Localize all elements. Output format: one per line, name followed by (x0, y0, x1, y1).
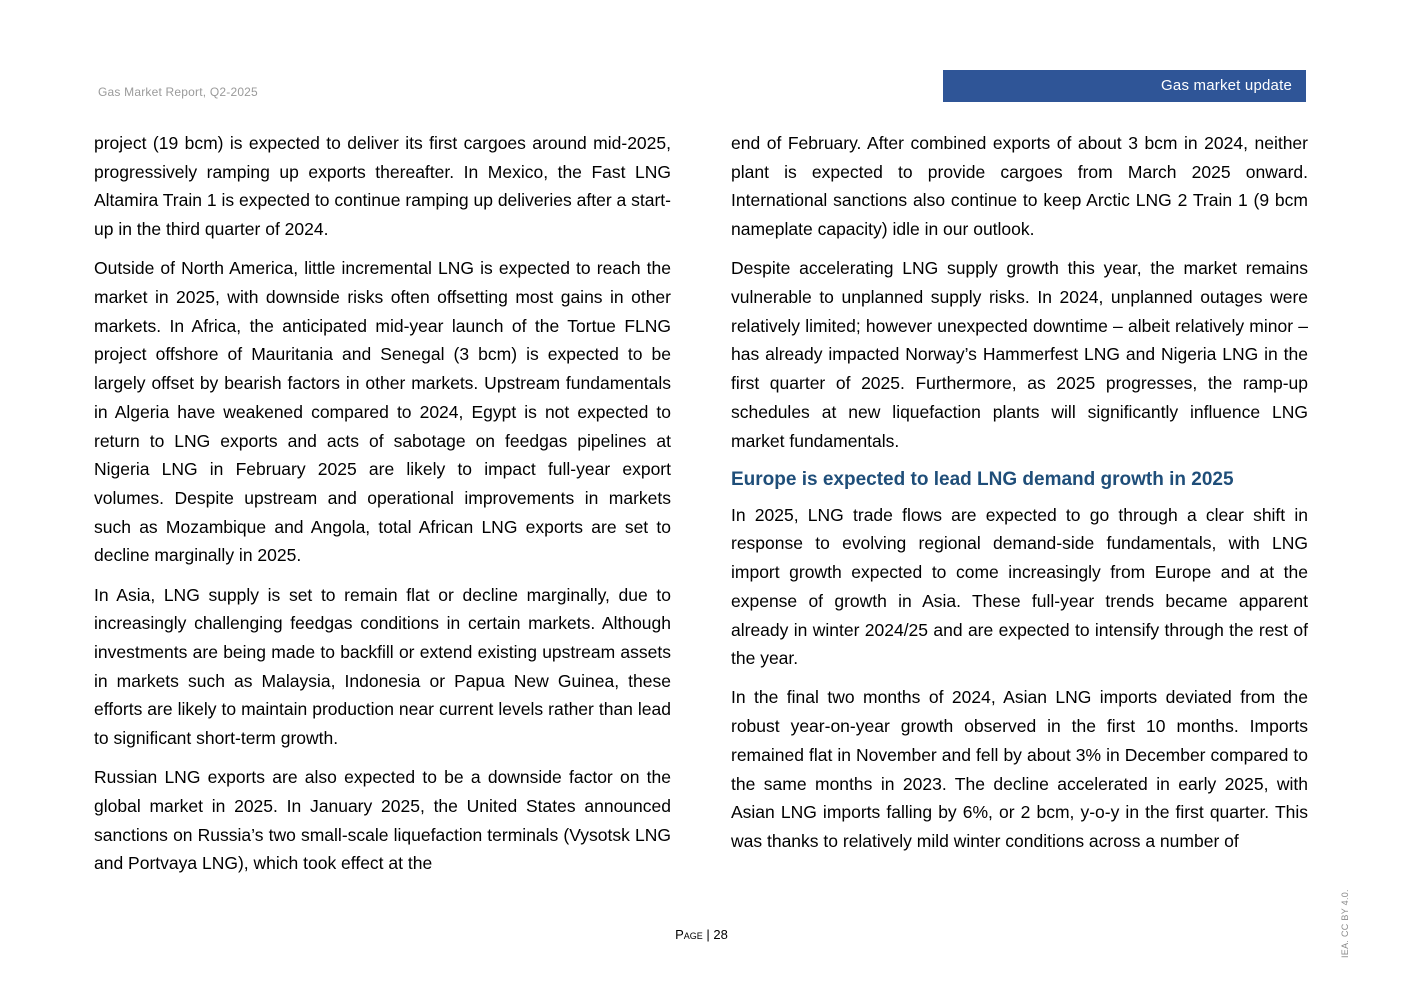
body-paragraph: In the final two months of 2024, Asian LNG imports deviated from the robust year-on-year growth observed in the first 10 months. Imports remained flat in November and fell by about 3% in December compared to the same months in 2023. The decline accelerated in early 2025, with Asian LNG imports falling by 6%, or 2 bcm, y-o-y in the first quarter. This was thanks to relatively mild winter conditions across a number of (731, 687, 1308, 851)
page-label: Page (675, 927, 703, 942)
right-column (731, 129, 1308, 866)
report-title: Gas Market Report, Q2-2025 (98, 85, 258, 99)
section-heading: Europe is expected to lead LNG demand growth in 2025 (731, 468, 1234, 490)
body-paragraph: Outside of North America, little incremental LNG is expected to reach the market in 2025, with downside risks often offsetting most gains in other markets. In Africa, the anticipated mid-year launch of the Tortue FLNG project offshore of Mauritania and Senegal (3 bcm) is expected to be largely offset by bearish factors in other markets. Upstream fundamentals in Algeria have weakened compared to 2024, Egypt is not expected to return to LNG exports and acts of sabotage on feedgas pipelines at Nigeria LNG in February 2025 are likely to impact full-year export volumes. Despite upstream and operational improvements in markets such as Mozambique and Angola, total African LNG exports are set to decline marginally in 2025. (94, 258, 671, 566)
body-paragraph: Russian LNG exports are also expected to be a downside factor on the global market in 2025. In January 2025, the United States announced sanctions on Russia’s two small-scale liquefaction terminals (Vysotsk LNG and Portvaya LNG), which took effect at the (94, 767, 671, 874)
body-paragraph: Despite accelerating LNG supply growth this year, the market remains vulnerable to unplanned supply risks. In 2024, unplanned outages were relatively limited; however unexpected downtime – albeit relatively minor – has already impacted Norway’s Hammerfest LNG and Nigeria LNG in the first quarter of 2025. Furthermore, as 2025 progresses, the ramp-up schedules at new liquefaction plants will significantly influence LNG market fundamentals. (731, 258, 1308, 451)
license-note: IEA. CC BY 4.0. (1340, 889, 1350, 958)
section-banner (943, 70, 1306, 102)
page-footer (0, 927, 1403, 942)
body-paragraph: end of February. After combined exports of about 3 bcm in 2024, neither plant is expected to provide cargoes from March 2025 onward. International sanctions also continue to keep Arctic LNG 2 Train 1 (9 bcm nameplate capacity) idle in our outlook. (731, 133, 1308, 240)
section-label: Gas market update (1161, 77, 1292, 94)
page-number: 28 (713, 927, 728, 942)
left-column (94, 129, 671, 889)
body-paragraph: In Asia, LNG supply is set to remain flat or decline marginally, due to increasingly challenging feedgas conditions in certain markets. Although investments are being made to backfill or extend existing upstream assets in markets such as Malaysia, Indonesia or Papua New Guinea, these efforts are likely to maintain production near current levels rather than lead to significant short-term growth. (94, 584, 671, 749)
body-paragraph: project (19 bcm) is expected to deliver its first cargoes around mid-2025, progressively ramping up exports thereafter. In Mexico, the Fast LNG Altamira Train 1 is expected to continue ramping up deliveries after a start-up in the third quarter of 2024. (94, 133, 671, 240)
page-separator: | (706, 927, 710, 942)
body-paragraph: In 2025, LNG trade flows are expected to go through a clear shift in response to evolving regional demand-side fundamentals, with LNG import growth expected to come increasingly from Europe and at the expense of growth in Asia. These full-year trends became apparent already in winter 2024/25 and are expected to intensify through the rest of the year. (731, 504, 1308, 669)
